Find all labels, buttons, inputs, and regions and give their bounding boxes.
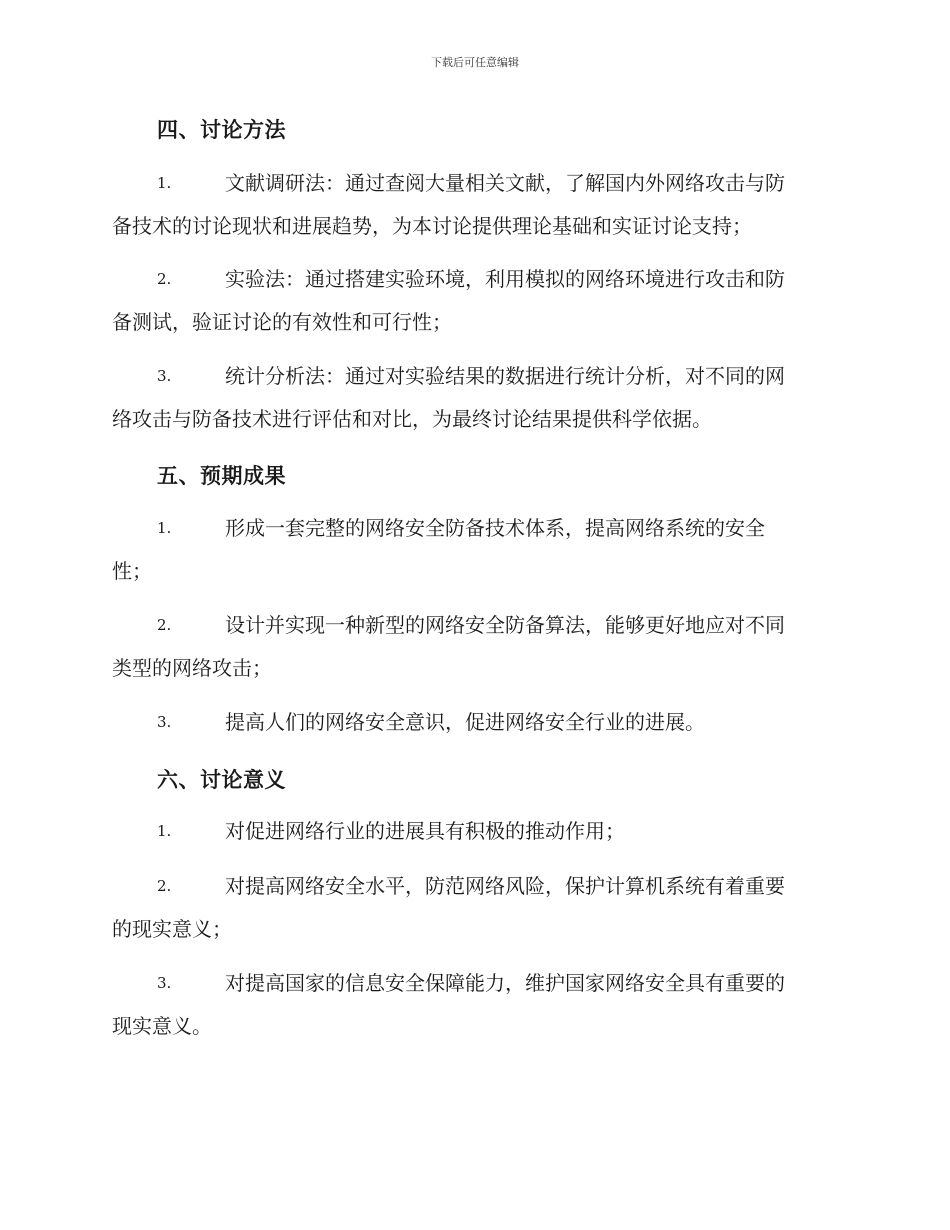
list-item-text-continued: 备测试，验证讨论的有效性和可行性； bbox=[112, 310, 452, 334]
section-heading-significance: 六、讨论意义 bbox=[157, 767, 286, 792]
list-item-text: 提高人们的网络安全意识，促进网络安全行业的进展。 bbox=[225, 710, 705, 734]
list-item-text: 文献调研法：通过查阅大量相关文献，了解国内外网络攻击与防 bbox=[225, 171, 785, 195]
list-item bbox=[112, 355, 834, 441]
list-item-number: 2. bbox=[157, 877, 172, 895]
list-item-text-continued: 性； bbox=[112, 559, 152, 583]
list-item-text: 对促进网络行业的进展具有积极的推动作用； bbox=[225, 819, 625, 843]
list-item bbox=[112, 865, 834, 951]
section-heading-outcomes: 五、预期成果 bbox=[157, 463, 286, 488]
list-item-number: 1. bbox=[157, 174, 172, 192]
list-item-number: 2. bbox=[157, 270, 172, 288]
list-item-text: 形成一套完整的网络安全防备技术体系，提高网络系统的安全 bbox=[225, 516, 765, 540]
list-item-text: 设计并实现一种新型的网络安全防备算法，能够更好地应对不同 bbox=[225, 613, 785, 637]
list-item-number: 3. bbox=[157, 974, 172, 992]
list-item bbox=[112, 507, 834, 593]
list-item-text-continued: 备技术的讨论现状和进展趋势，为本讨论提供理论基础和实证讨论支持； bbox=[112, 214, 752, 238]
list-item-text-continued: 类型的网络攻击； bbox=[112, 656, 272, 680]
list-item bbox=[112, 604, 834, 690]
list-item-text-continued: 现实意义。 bbox=[112, 1014, 212, 1038]
list-item bbox=[112, 962, 834, 1048]
list-item bbox=[112, 162, 834, 248]
list-item-number: 3. bbox=[157, 367, 172, 385]
list-item-number: 1. bbox=[157, 519, 172, 537]
list-item-number: 3. bbox=[157, 713, 172, 731]
list-item-text: 实验法：通过搭建实验环境，利用模拟的网络环境进行攻击和防 bbox=[225, 267, 785, 291]
list-item-text: 统计分析法：通过对实验结果的数据进行统计分析，对不同的网 bbox=[225, 364, 785, 388]
list-item-text: 对提高国家的信息安全保障能力，维护国家网络安全具有重要的 bbox=[225, 971, 785, 995]
list-item-text-continued: 的现实意义； bbox=[112, 917, 232, 941]
list-item bbox=[112, 701, 834, 744]
page-header-note: 下载后可任意编辑 bbox=[431, 56, 519, 69]
list-item-number: 1. bbox=[157, 822, 172, 840]
list-item bbox=[112, 258, 834, 344]
section-heading-methods: 四、讨论方法 bbox=[157, 117, 286, 142]
list-item-text-continued: 络攻击与防备技术进行评估和对比，为最终讨论结果提供科学依据。 bbox=[112, 407, 712, 431]
list-item-number: 2. bbox=[157, 616, 172, 634]
list-item-text: 对提高网络安全水平，防范网络风险，保护计算机系统有着重要 bbox=[225, 874, 785, 898]
list-item bbox=[112, 810, 834, 853]
